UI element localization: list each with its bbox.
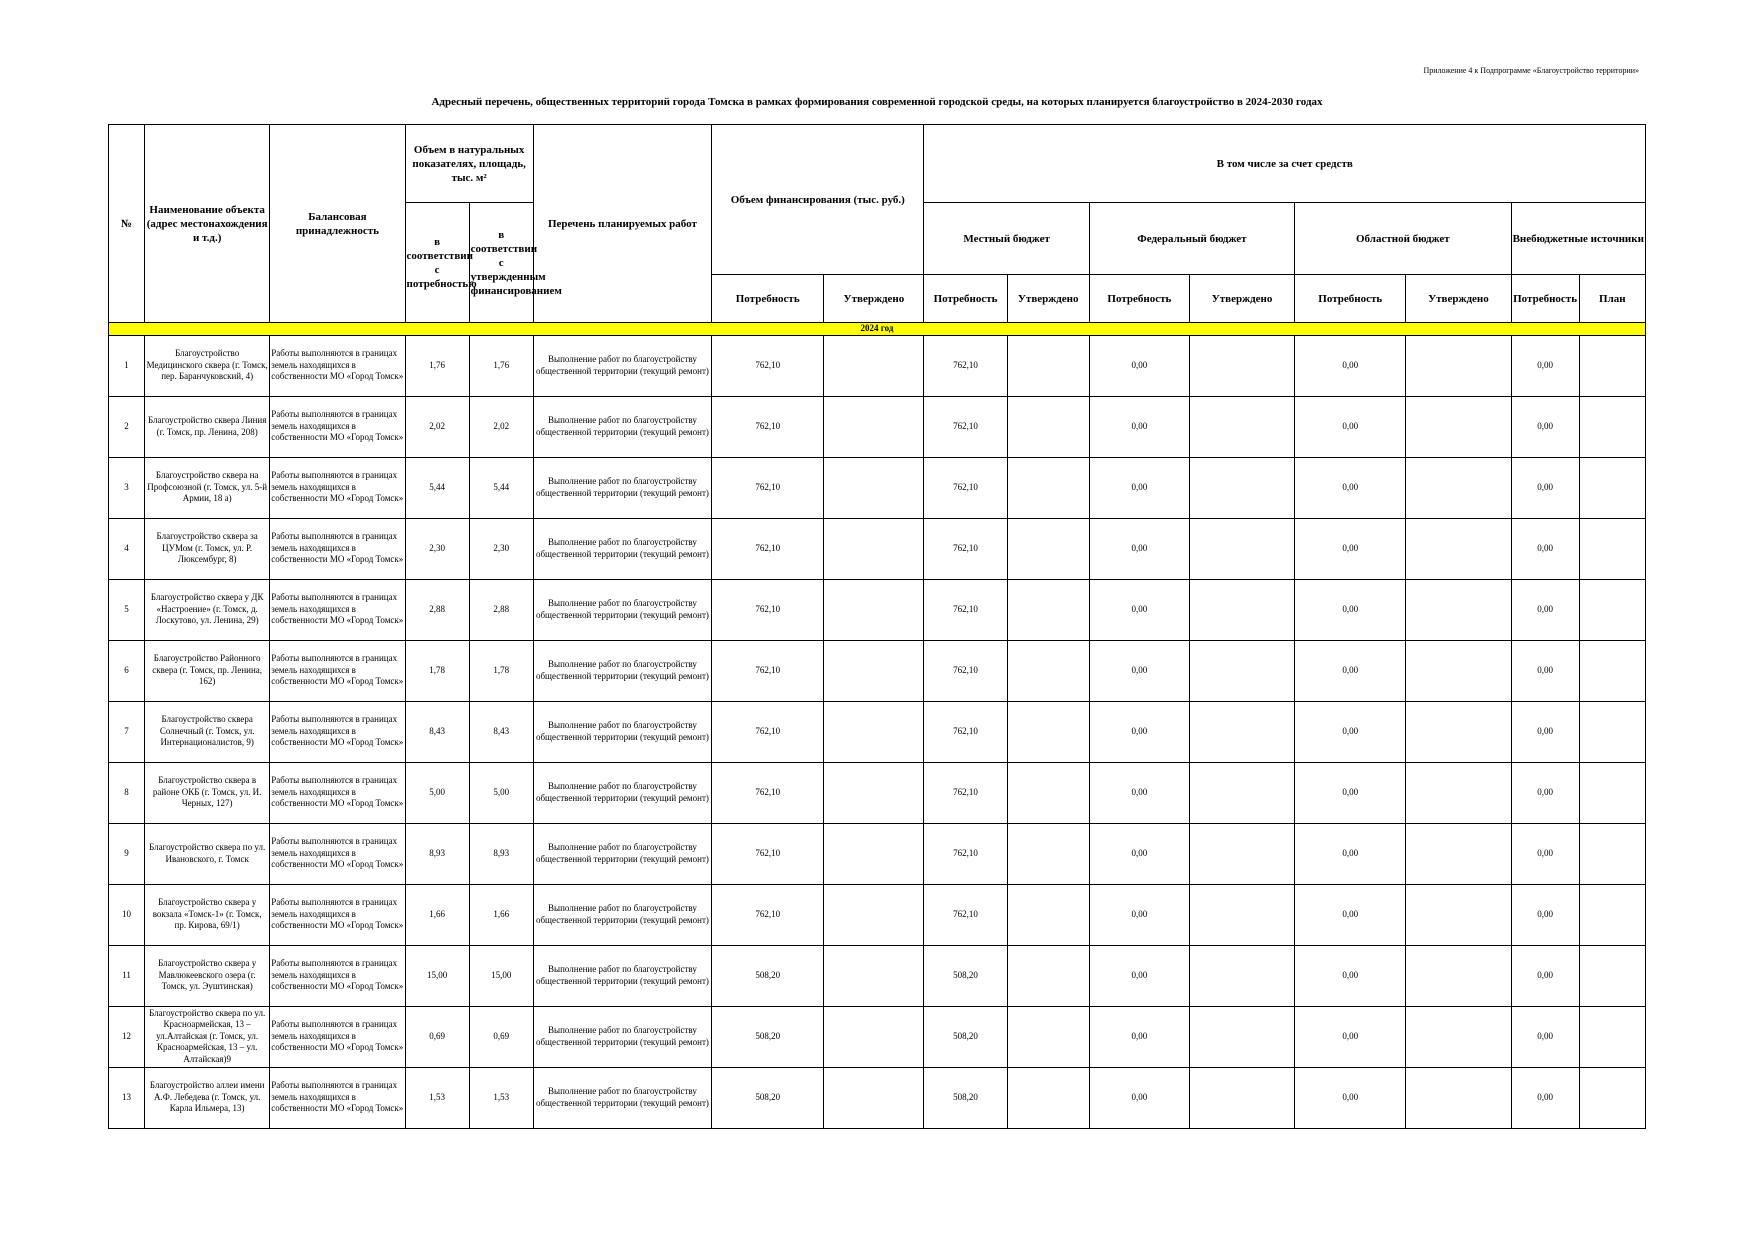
row-number: 1 xyxy=(109,335,145,396)
local-approved xyxy=(1007,396,1089,457)
funding-approved xyxy=(824,396,924,457)
volume-need: 1,76 xyxy=(405,335,469,396)
local-need: 762,10 xyxy=(924,640,1007,701)
volume-financed: 8,93 xyxy=(469,823,533,884)
volume-financed: 15,00 xyxy=(469,945,533,1006)
header-local-budget: Местный бюджет xyxy=(924,203,1089,275)
header-object-name: Наименование объекта (адрес местонахождения и т.д.) xyxy=(145,125,270,323)
balance-ownership: Работы выполняются в границах земель находящихся в собственности МО «Город Томск» xyxy=(270,762,405,823)
regional-approved xyxy=(1406,762,1511,823)
extra-plan xyxy=(1579,640,1645,701)
federal-need: 0,00 xyxy=(1089,579,1189,640)
volume-financed: 5,44 xyxy=(469,457,533,518)
extra-plan xyxy=(1579,396,1645,457)
table-row xyxy=(109,762,1646,823)
local-need: 762,10 xyxy=(924,518,1007,579)
funding-approved xyxy=(824,579,924,640)
funding-need: 762,10 xyxy=(712,579,824,640)
federal-need: 0,00 xyxy=(1089,823,1189,884)
planned-works: Выполнение работ по благоустройству общественной территории (текущий ремонт) xyxy=(533,701,711,762)
extra-need: 0,00 xyxy=(1511,1006,1579,1067)
funding-need: 762,10 xyxy=(712,762,824,823)
volume-financed: 2,88 xyxy=(469,579,533,640)
header-volume-financed: в соответствии с утвержденным финансированием xyxy=(469,203,533,323)
row-number: 4 xyxy=(109,518,145,579)
object-name: Благоустройство сквера Линия (г. Томск, пр. Ленина, 208) xyxy=(145,396,270,457)
table-row xyxy=(109,945,1646,1006)
row-number: 7 xyxy=(109,701,145,762)
object-name: Благоустройство сквера Солнечный (г. Томск, ул. Интернационалистов, 9) xyxy=(145,701,270,762)
header-planned-works: Перечень планируемых работ xyxy=(533,125,711,323)
federal-need: 0,00 xyxy=(1089,762,1189,823)
regional-need: 0,00 xyxy=(1295,579,1406,640)
table-row xyxy=(109,823,1646,884)
regional-need: 0,00 xyxy=(1295,518,1406,579)
volume-need: 1,78 xyxy=(405,640,469,701)
funding-need: 508,20 xyxy=(712,1067,824,1128)
regional-need: 0,00 xyxy=(1295,701,1406,762)
regional-approved xyxy=(1406,701,1511,762)
extra-plan xyxy=(1579,1067,1645,1128)
local-approved xyxy=(1007,884,1089,945)
table-row xyxy=(109,335,1646,396)
planned-works: Выполнение работ по благоустройству общественной территории (текущий ремонт) xyxy=(533,640,711,701)
object-name: Благоустройство сквера на Профсоюзной (г. Томск, ул. 5-й Армии, 18 а) xyxy=(145,457,270,518)
balance-ownership: Работы выполняются в границах земель находящихся в собственности МО «Город Томск» xyxy=(270,945,405,1006)
funding-approved xyxy=(824,884,924,945)
extra-need: 0,00 xyxy=(1511,762,1579,823)
table-row xyxy=(109,579,1646,640)
volume-need: 5,00 xyxy=(405,762,469,823)
table-row xyxy=(109,640,1646,701)
object-name: Благоустройство сквера у Мавлюкеевского озера (г. Томск, ул. Эуштинская) xyxy=(145,945,270,1006)
funding-need: 762,10 xyxy=(712,823,824,884)
regional-approved xyxy=(1406,884,1511,945)
regional-approved xyxy=(1406,1006,1511,1067)
extra-need: 0,00 xyxy=(1511,823,1579,884)
balance-ownership: Работы выполняются в границах земель находящихся в собственности МО «Город Томск» xyxy=(270,701,405,762)
regional-approved xyxy=(1406,396,1511,457)
object-name: Благоустройство сквера у ДК «Настроение» (г. Томск, д. Лоскутово, ул. Ленина, 29) xyxy=(145,579,270,640)
row-number: 13 xyxy=(109,1067,145,1128)
volume-need: 2,88 xyxy=(405,579,469,640)
local-need: 762,10 xyxy=(924,579,1007,640)
federal-approved xyxy=(1189,1067,1294,1128)
planned-works: Выполнение работ по благоустройству общественной территории (текущий ремонт) xyxy=(533,945,711,1006)
local-approved xyxy=(1007,335,1089,396)
header-local-approved: Утверждено xyxy=(1007,275,1089,323)
object-name: Благоустройство сквера за ЦУМом (г. Томск, ул. Р. Люксембург, 8) xyxy=(145,518,270,579)
header-regional-approved: Утверждено xyxy=(1406,275,1511,323)
funding-approved xyxy=(824,945,924,1006)
local-approved xyxy=(1007,1067,1089,1128)
balance-ownership: Работы выполняются в границах земель находящихся в собственности МО «Город Томск» xyxy=(270,518,405,579)
extra-need: 0,00 xyxy=(1511,335,1579,396)
balance-ownership: Работы выполняются в границах земель находящихся в собственности МО «Город Томск» xyxy=(270,884,405,945)
table-row xyxy=(109,1067,1646,1128)
extra-plan xyxy=(1579,579,1645,640)
local-need: 762,10 xyxy=(924,335,1007,396)
volume-financed: 2,30 xyxy=(469,518,533,579)
regional-need: 0,00 xyxy=(1295,457,1406,518)
row-number: 9 xyxy=(109,823,145,884)
object-name: Благоустройство сквера в районе ОКБ (г. Томск, ул. И. Черных, 127) xyxy=(145,762,270,823)
table-row xyxy=(109,396,1646,457)
planned-works: Выполнение работ по благоустройству общественной территории (текущий ремонт) xyxy=(533,518,711,579)
planned-works: Выполнение работ по благоустройству общественной территории (текущий ремонт) xyxy=(533,1006,711,1067)
header-funding-approved: Утверждено xyxy=(824,275,924,323)
funding-need: 762,10 xyxy=(712,396,824,457)
header-funding-need: Потребность xyxy=(712,275,824,323)
table-header xyxy=(109,125,1646,323)
extra-need: 0,00 xyxy=(1511,457,1579,518)
federal-approved xyxy=(1189,945,1294,1006)
planned-works: Выполнение работ по благоустройству общественной территории (текущий ремонт) xyxy=(533,457,711,518)
regional-approved xyxy=(1406,945,1511,1006)
balance-ownership: Работы выполняются в границах земель находящихся в собственности МО «Город Томск» xyxy=(270,640,405,701)
row-number: 8 xyxy=(109,762,145,823)
local-need: 762,10 xyxy=(924,823,1007,884)
appendix-note: Приложение 4 к Подпрограмме «Благоустройство территории» xyxy=(1423,66,1639,75)
federal-need: 0,00 xyxy=(1089,640,1189,701)
balance-ownership: Работы выполняются в границах земель находящихся в собственности МО «Город Томск» xyxy=(270,1006,405,1067)
federal-approved xyxy=(1189,823,1294,884)
row-number: 6 xyxy=(109,640,145,701)
local-need: 762,10 xyxy=(924,762,1007,823)
row-number: 3 xyxy=(109,457,145,518)
local-need: 508,20 xyxy=(924,1067,1007,1128)
balance-ownership: Работы выполняются в границах земель находящихся в собственности МО «Город Томск» xyxy=(270,457,405,518)
balance-ownership: Работы выполняются в границах земель находящихся в собственности МО «Город Томск» xyxy=(270,396,405,457)
header-federal-need: Потребность xyxy=(1089,275,1189,323)
extra-plan xyxy=(1579,762,1645,823)
federal-approved xyxy=(1189,701,1294,762)
extra-plan xyxy=(1579,945,1645,1006)
volume-need: 15,00 xyxy=(405,945,469,1006)
extra-plan xyxy=(1579,1006,1645,1067)
header-local-need: Потребность xyxy=(924,275,1007,323)
header-extrabudgetary: Внебюджетные источники xyxy=(1511,203,1645,275)
regional-approved xyxy=(1406,1067,1511,1128)
row-number: 2 xyxy=(109,396,145,457)
row-number: 11 xyxy=(109,945,145,1006)
volume-need: 1,66 xyxy=(405,884,469,945)
federal-approved xyxy=(1189,762,1294,823)
regional-need: 0,00 xyxy=(1295,1006,1406,1067)
table-row xyxy=(109,518,1646,579)
volume-financed: 2,02 xyxy=(469,396,533,457)
object-name: Благоустройство аллеи имени А.Ф. Лебедева (г. Томск, ул. Карла Ильмера, 13) xyxy=(145,1067,270,1128)
address-list-table xyxy=(108,124,1646,1129)
local-approved xyxy=(1007,701,1089,762)
funding-need: 762,10 xyxy=(712,457,824,518)
volume-need: 8,93 xyxy=(405,823,469,884)
funding-need: 762,10 xyxy=(712,701,824,762)
local-need: 508,20 xyxy=(924,945,1007,1006)
local-need: 508,20 xyxy=(924,1006,1007,1067)
volume-financed: 5,00 xyxy=(469,762,533,823)
funding-approved xyxy=(824,518,924,579)
federal-need: 0,00 xyxy=(1089,457,1189,518)
funding-need: 508,20 xyxy=(712,1006,824,1067)
regional-need: 0,00 xyxy=(1295,1067,1406,1128)
planned-works: Выполнение работ по благоустройству общественной территории (текущий ремонт) xyxy=(533,762,711,823)
regional-approved xyxy=(1406,457,1511,518)
extra-plan xyxy=(1579,701,1645,762)
federal-need: 0,00 xyxy=(1089,1006,1189,1067)
extra-need: 0,00 xyxy=(1511,1067,1579,1128)
volume-financed: 1,78 xyxy=(469,640,533,701)
table-row xyxy=(109,884,1646,945)
planned-works: Выполнение работ по благоустройству общественной территории (текущий ремонт) xyxy=(533,884,711,945)
volume-need: 5,44 xyxy=(405,457,469,518)
planned-works: Выполнение работ по благоустройству общественной территории (текущий ремонт) xyxy=(533,579,711,640)
volume-need: 2,02 xyxy=(405,396,469,457)
year-row xyxy=(109,323,1646,336)
regional-approved xyxy=(1406,640,1511,701)
header-regional-budget: Областной бюджет xyxy=(1295,203,1511,275)
funding-need: 762,10 xyxy=(712,518,824,579)
planned-works: Выполнение работ по благоустройству общественной территории (текущий ремонт) xyxy=(533,396,711,457)
regional-need: 0,00 xyxy=(1295,884,1406,945)
funding-need: 508,20 xyxy=(712,945,824,1006)
funding-approved xyxy=(824,762,924,823)
extra-plan xyxy=(1579,823,1645,884)
volume-need: 2,30 xyxy=(405,518,469,579)
funding-approved xyxy=(824,823,924,884)
federal-need: 0,00 xyxy=(1089,701,1189,762)
local-approved xyxy=(1007,518,1089,579)
balance-ownership: Работы выполняются в границах земель находящихся в собственности МО «Город Томск» xyxy=(270,823,405,884)
local-need: 762,10 xyxy=(924,457,1007,518)
extra-need: 0,00 xyxy=(1511,701,1579,762)
balance-ownership: Работы выполняются в границах земель находящихся в собственности МО «Город Томск» xyxy=(270,1067,405,1128)
regional-approved xyxy=(1406,823,1511,884)
federal-approved xyxy=(1189,884,1294,945)
table-row xyxy=(109,1006,1646,1067)
object-name: Благоустройство сквера у вокзала «Томск-1» (г. Томск, пр. Кирова, 69/1) xyxy=(145,884,270,945)
volume-financed: 0,69 xyxy=(469,1006,533,1067)
federal-approved xyxy=(1189,1006,1294,1067)
header-num: № xyxy=(109,125,145,323)
extra-need: 0,00 xyxy=(1511,640,1579,701)
planned-works: Выполнение работ по благоустройству общественной территории (текущий ремонт) xyxy=(533,1067,711,1128)
volume-financed: 1,66 xyxy=(469,884,533,945)
balance-ownership: Работы выполняются в границах земель находящихся в собственности МО «Город Томск» xyxy=(270,579,405,640)
local-approved xyxy=(1007,640,1089,701)
federal-need: 0,00 xyxy=(1089,396,1189,457)
volume-financed: 1,76 xyxy=(469,335,533,396)
volume-financed: 1,53 xyxy=(469,1067,533,1128)
regional-need: 0,00 xyxy=(1295,640,1406,701)
extra-need: 0,00 xyxy=(1511,518,1579,579)
local-need: 762,10 xyxy=(924,396,1007,457)
document-title: Адресный перечень, общественных территорий города Томска в рамках формирования современной городской среды, на которых планируется благоустройство в 2024-2030 годах xyxy=(431,96,1323,108)
planned-works: Выполнение работ по благоустройству общественной территории (текущий ремонт) xyxy=(533,335,711,396)
volume-need: 1,53 xyxy=(405,1067,469,1128)
federal-approved xyxy=(1189,457,1294,518)
extra-plan xyxy=(1579,884,1645,945)
federal-approved xyxy=(1189,396,1294,457)
header-volume-need: в соответствии с потребностью xyxy=(405,203,469,323)
regional-need: 0,00 xyxy=(1295,335,1406,396)
header-federal-budget: Федеральный бюджет xyxy=(1089,203,1294,275)
local-approved xyxy=(1007,579,1089,640)
federal-need: 0,00 xyxy=(1089,945,1189,1006)
local-need: 762,10 xyxy=(924,701,1007,762)
funding-approved xyxy=(824,335,924,396)
row-number: 12 xyxy=(109,1006,145,1067)
extra-need: 0,00 xyxy=(1511,579,1579,640)
federal-need: 0,00 xyxy=(1089,884,1189,945)
volume-financed: 8,43 xyxy=(469,701,533,762)
table-body xyxy=(109,323,1646,1129)
extra-plan xyxy=(1579,457,1645,518)
funding-approved xyxy=(824,701,924,762)
regional-approved xyxy=(1406,518,1511,579)
local-approved xyxy=(1007,1006,1089,1067)
year-label: 2024 год xyxy=(109,323,1646,336)
extra-need: 0,00 xyxy=(1511,884,1579,945)
extra-plan xyxy=(1579,335,1645,396)
header-including-funds: В том числе за счет средств xyxy=(924,125,1646,203)
regional-approved xyxy=(1406,335,1511,396)
object-name: Благоустройство сквера по ул. Ивановского, г. Томск xyxy=(145,823,270,884)
header-federal-approved: Утверждено xyxy=(1189,275,1294,323)
local-approved xyxy=(1007,945,1089,1006)
federal-approved xyxy=(1189,579,1294,640)
object-name: Благоустройство Медицинского сквера (г. Томск, пер. Баранчуковский, 4) xyxy=(145,335,270,396)
funding-need: 762,10 xyxy=(712,335,824,396)
federal-approved xyxy=(1189,640,1294,701)
row-number: 5 xyxy=(109,579,145,640)
extra-need: 0,00 xyxy=(1511,945,1579,1006)
table-row xyxy=(109,457,1646,518)
regional-need: 0,00 xyxy=(1295,823,1406,884)
funding-approved xyxy=(824,1006,924,1067)
funding-approved xyxy=(824,1067,924,1128)
regional-need: 0,00 xyxy=(1295,396,1406,457)
funding-approved xyxy=(824,640,924,701)
header-volume: Объем в натуральных показателях, площадь, тыс. м² xyxy=(405,125,533,203)
table-row xyxy=(109,701,1646,762)
local-approved xyxy=(1007,823,1089,884)
header-regional-need: Потребность xyxy=(1295,275,1406,323)
local-need: 762,10 xyxy=(924,884,1007,945)
extra-need: 0,00 xyxy=(1511,396,1579,457)
extra-plan xyxy=(1579,518,1645,579)
balance-ownership: Работы выполняются в границах земель находящихся в собственности МО «Город Томск» xyxy=(270,335,405,396)
planned-works: Выполнение работ по благоустройству общественной территории (текущий ремонт) xyxy=(533,823,711,884)
local-approved xyxy=(1007,762,1089,823)
object-name: Благоустройство сквера по ул. Красноармейская, 13 – ул.Алтайская (г. Томск, ул. Красноармейская, 13 – ул. Алтайская)9 xyxy=(145,1006,270,1067)
federal-need: 0,00 xyxy=(1089,1067,1189,1128)
row-number: 10 xyxy=(109,884,145,945)
regional-approved xyxy=(1406,579,1511,640)
regional-need: 0,00 xyxy=(1295,945,1406,1006)
funding-approved xyxy=(824,457,924,518)
local-approved xyxy=(1007,457,1089,518)
header-balance: Балансовая принадлежность xyxy=(270,125,405,323)
federal-need: 0,00 xyxy=(1089,335,1189,396)
header-extra-need: Потребность xyxy=(1511,275,1579,323)
federal-approved xyxy=(1189,335,1294,396)
regional-need: 0,00 xyxy=(1295,762,1406,823)
federal-approved xyxy=(1189,518,1294,579)
federal-need: 0,00 xyxy=(1089,518,1189,579)
volume-need: 8,43 xyxy=(405,701,469,762)
funding-need: 762,10 xyxy=(712,640,824,701)
volume-need: 0,69 xyxy=(405,1006,469,1067)
funding-need: 762,10 xyxy=(712,884,824,945)
header-funding: Объем финансирования (тыс. руб.) xyxy=(712,125,924,275)
header-extra-plan: План xyxy=(1579,275,1645,323)
object-name: Благоустройство Районного сквера (г. Томск, пр. Ленина, 162) xyxy=(145,640,270,701)
